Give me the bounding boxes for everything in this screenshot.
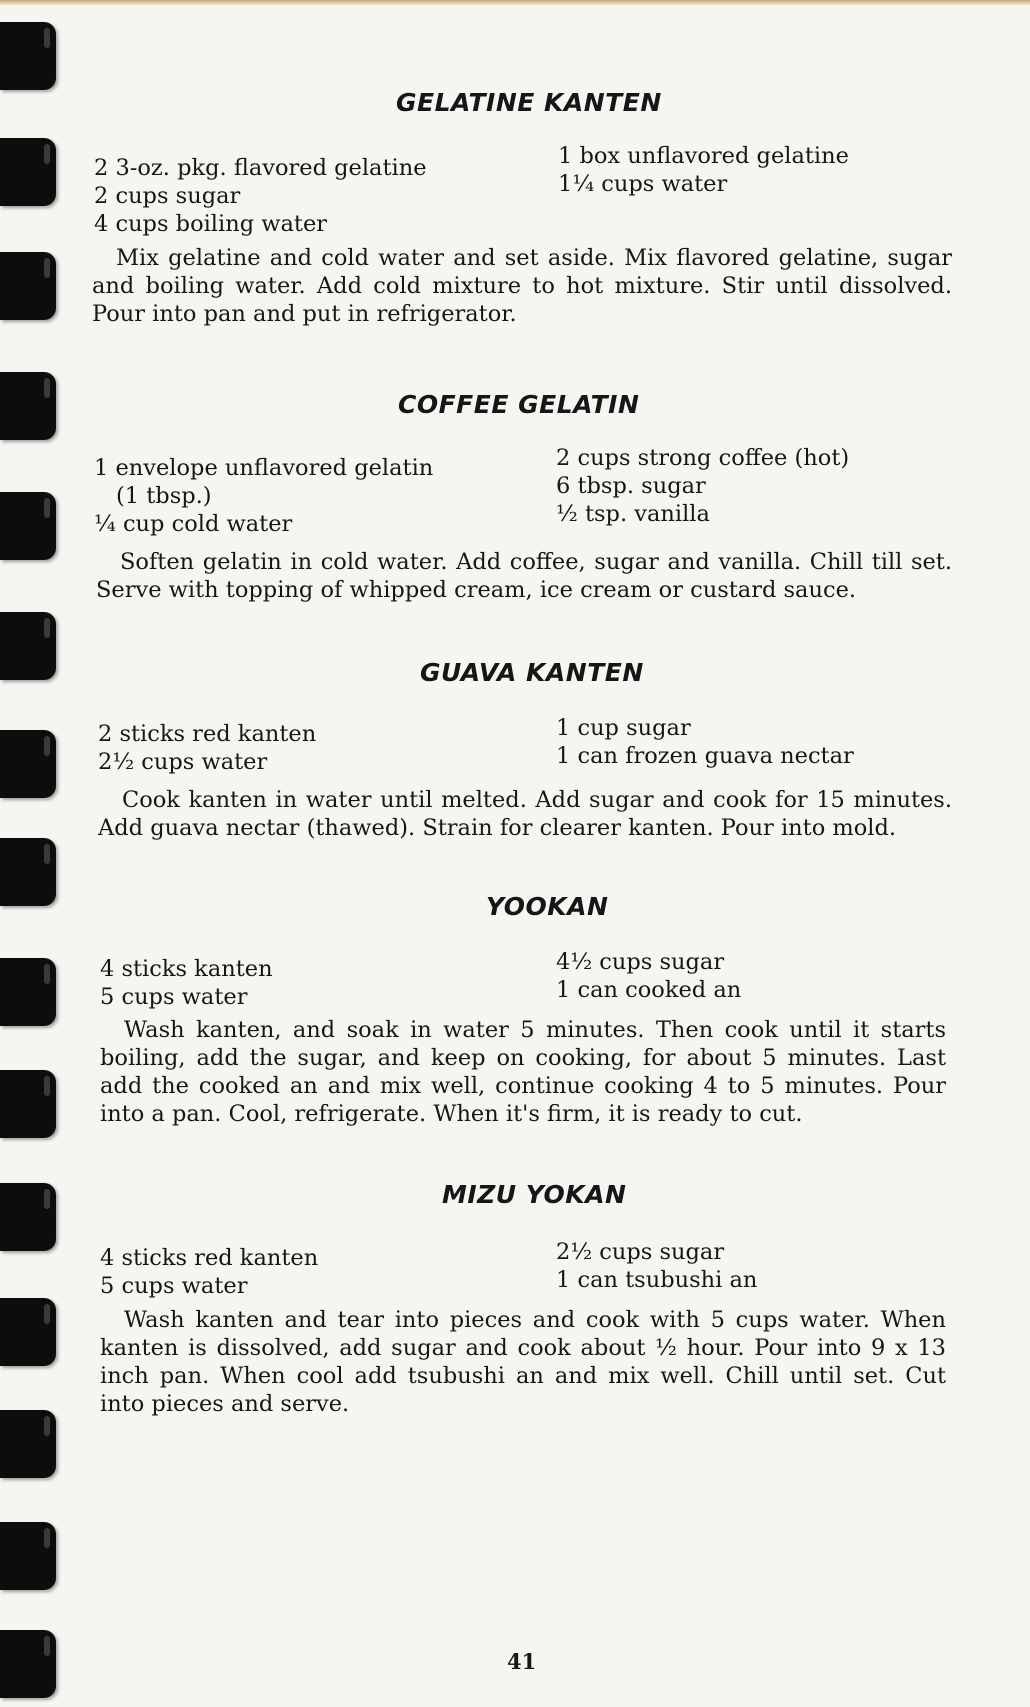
recipe-title: GELATINE KANTEN bbox=[396, 88, 662, 117]
ingredient-line: 2½ cups sugar bbox=[556, 1239, 725, 1265]
recipe-directions: Mix gelatine and cold water and set aside. Mix flavored gelatine, sugar and boiling water. Add cold mixture to hot mixture. Stir until dissolved. Pour into pan and put in refrigerator. bbox=[92, 245, 952, 327]
recipe-directions: Wash kanten and tear into pieces and cook with 5 cups water. When kanten is dissolved, add sugar and cook about ½ hour. Pour into 9 x 13 inch pan. When cool add tsubushi an and mix well. Chill until set. Cut into pieces and serve. bbox=[100, 1307, 946, 1417]
ingredient-line: 4 cups boiling water bbox=[94, 211, 328, 237]
ingredient-line: 5 cups water bbox=[100, 984, 248, 1010]
ingredient-line: 1 envelope unflavored gelatin bbox=[94, 455, 434, 481]
ingredients-right bbox=[556, 714, 854, 770]
ingredient-line: ¼ cup cold water bbox=[94, 511, 293, 537]
ingredients-left bbox=[100, 955, 273, 1011]
ingredients-left bbox=[94, 454, 433, 538]
recipe-title: GUAVA KANTEN bbox=[420, 658, 644, 687]
recipe-title: YOOKAN bbox=[486, 892, 609, 921]
recipe-directions: Soften gelatin in cold water. Add coffee, sugar and vanilla. Chill till set. Serve with topping of whipped cream, ice cream or custard sauce. bbox=[96, 549, 952, 603]
ingredient-line: (1 tbsp.) bbox=[116, 483, 212, 509]
ingredient-line: 5 cups water bbox=[100, 1273, 248, 1299]
ingredients-left bbox=[100, 1244, 318, 1300]
page-number: 41 bbox=[507, 1649, 537, 1674]
ingredient-line: 4 sticks red kanten bbox=[100, 1245, 319, 1271]
ingredient-line: 4 sticks kanten bbox=[100, 956, 273, 982]
ingredient-line: ½ tsp. vanilla bbox=[556, 501, 710, 527]
ingredients-right bbox=[556, 1238, 757, 1294]
ingredients-right bbox=[556, 948, 741, 1004]
recipe-directions: Cook kanten in water until melted. Add sugar and cook for 15 minutes. Add guava nectar (thawed). Strain for clearer kanten. Pour into mold. bbox=[98, 787, 952, 841]
ingredients-left bbox=[98, 720, 316, 776]
ingredients-right bbox=[558, 142, 849, 198]
ingredient-line: 2 cups sugar bbox=[94, 183, 241, 209]
ingredient-line: 2 3-oz. pkg. flavored gelatine bbox=[94, 155, 427, 181]
ingredients-left bbox=[94, 154, 427, 238]
ingredient-line: 6 tbsp. sugar bbox=[556, 473, 706, 499]
ingredient-line: 1¼ cups water bbox=[558, 171, 728, 197]
ingredient-line: 2 sticks red kanten bbox=[98, 721, 317, 747]
ingredients-right bbox=[556, 444, 849, 528]
ingredient-line: 4½ cups sugar bbox=[556, 949, 725, 975]
recipe-directions: Wash kanten, and soak in water 5 minutes. Then cook until it starts boiling, add the sugar, and keep on cooking, for about 5 minutes. Last add the cooked an and mix well, continue cooking 4 to 5 minutes. Pour into a pan. Cool, refrigerate. When it's firm, it is ready to cut. bbox=[100, 1017, 946, 1127]
ingredient-line: 1 cup sugar bbox=[556, 715, 691, 741]
ingredient-line: 2 cups strong coffee (hot) bbox=[556, 445, 850, 471]
recipe-title: MIZU YOKAN bbox=[442, 1180, 627, 1209]
ingredient-line: 1 can frozen guava nectar bbox=[556, 743, 854, 769]
ingredient-line: 1 can cooked an bbox=[556, 977, 742, 1003]
ingredient-line: 1 box unflavored gelatine bbox=[558, 143, 849, 169]
ingredient-line: 2½ cups water bbox=[98, 749, 268, 775]
ingredient-line: 1 can tsubushi an bbox=[556, 1267, 758, 1293]
recipe-title: COFFEE GELATIN bbox=[398, 390, 640, 419]
